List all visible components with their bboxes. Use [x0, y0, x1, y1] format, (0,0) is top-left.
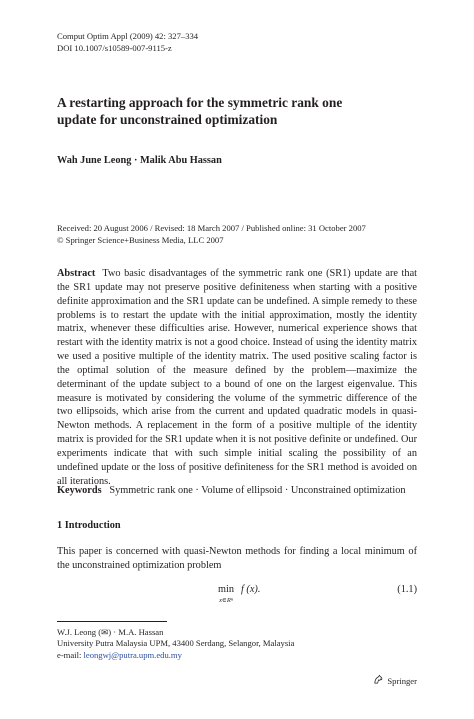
keywords-text: Symmetric rank one · Volume of ellipsoid · Unconstrained optimization	[109, 485, 406, 496]
equation-function: f (x).	[241, 584, 261, 595]
publisher-name: Springer	[387, 675, 417, 686]
keywords	[57, 485, 417, 496]
equation-number: (1.1)	[397, 584, 417, 595]
author-list: Wah June Leong · Malik Abu Hassan	[57, 155, 222, 166]
footnote-names: W.J. Leong (✉) · M.A. Hassan	[57, 627, 164, 637]
footnote-email-line	[57, 650, 294, 661]
footnote-rule	[57, 621, 167, 622]
equation-operator: min	[217, 584, 235, 595]
springer-horse-icon	[373, 674, 384, 687]
title-line-2: update for unconstrained optimization	[57, 111, 278, 127]
paper-title	[57, 95, 437, 128]
abstract	[57, 267, 417, 489]
email-label: e-mail:	[57, 649, 84, 660]
publisher-mark	[373, 674, 417, 687]
abstract-text: Two basic disadvantages of the symmetric rank one (SR1) update are that the SR1 update may not preserve positive definiteness when starting with a positive definite approximation and the SR1 update can be undefined. A simple remedy to these problems is to restart the update with the initial approximation, mostly the identity matrix, whenever these difficulties arise. However, numerical experience shows that restart with the identity matrix is not a good choice. Instead of using the identity matrix we used a positive multiple of the identity matrix. The used positive scaling factor is the optimal solution of the measure defined by the problem—maximize the determinant of the update subject to a bound of one on the largest eigenvalue. This measure is motivated by considering the volume of the symmetric difference of the two ellipsoids, which arise from the current and updated quadratic models in quasi-Newton methods. A replacement in the form of a positive multiple of the identity matrix is provided for the SR1 update when it is not positive definite or undefined. Our experiments indicate that with such simple initial scaling the possibility of an undefined update or the loss of positive definiteness for the SR1 method is avoided on all iterations.	[57, 268, 418, 487]
abstract-label: Abstract	[57, 268, 96, 279]
journal-header	[57, 31, 198, 54]
publication-history	[57, 223, 366, 246]
intro-paragraph: This paper is concerned with quasi-Newton methods for finding a local minimum of the unconstrained optimization problem	[57, 546, 417, 571]
received-dates: Received: 20 August 2006 / Revised: 18 March 2007 / Published online: 31 October 2007	[57, 223, 366, 233]
keywords-label: Keywords	[57, 485, 102, 496]
author-footnote	[57, 627, 294, 661]
footnote-affiliation: University Putra Malaysia UPM, 43400 Serdang, Selangor, Malaysia	[57, 638, 295, 649]
section-heading: 1 Introduction	[57, 520, 121, 531]
title-line-1: A restarting approach for the symmetric rank one	[57, 95, 343, 110]
equation-1-1	[57, 584, 417, 614]
journal-citation: Comput Optim Appl (2009) 42: 327–334	[57, 31, 199, 41]
equation-subscript: x∈Rⁿ	[219, 597, 233, 604]
email-link[interactable]: leongwj@putra.upm.edu.my	[83, 649, 182, 660]
doi: DOI 10.1007/s10589-007-9115-z	[57, 42, 172, 53]
copyright-notice: © Springer Science+Business Media, LLC 2007	[57, 234, 224, 245]
